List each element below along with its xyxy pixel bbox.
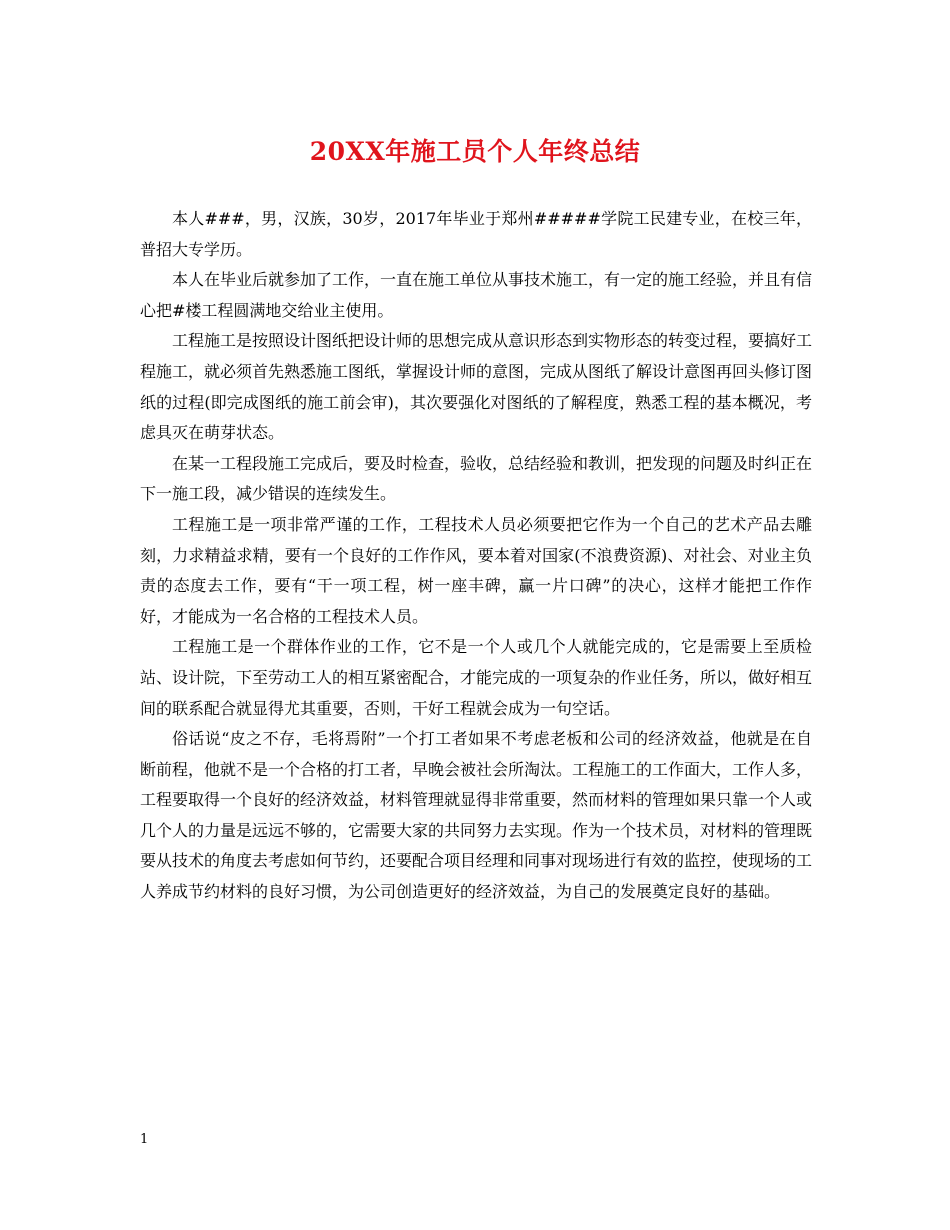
- paragraph-1: 本人###，男，汉族，30岁，2017年毕业于郑州#####学院工民建专业，在校三年，普招大专学历。: [140, 209, 812, 259]
- paragraph-5: 工程施工是一项非常严谨的工作，工程技术人员必须要把它作为一个自己的艺术产品去雕刻，力求精益求精，要有一个良好的工作作风，要本着对国家(不浪费资源)、对社会、对业主负责的态度去工作，要有“干一项工程，树一座丰碑，赢一片口碑”的决心，这样才能把工作作好，才能成为一名合格的工程技术人员。: [140, 514, 812, 626]
- paragraph-6: 工程施工是一个群体作业的工作，它不是一个人或几个人就能完成的，它是需要上至质检站、设计院，下至劳动工人的相互紧密配合，才能完成的一项复杂的作业任务，所以，做好相互间的联系配合就显得尤其重要，否则，干好工程就会成为一句空话。: [140, 637, 813, 718]
- paragraph-3: 工程施工是按照设计图纸把设计师的思想完成从意识形态到实物形态的转变过程，要搞好工程施工，就必须首先熟悉施工图纸，掌握设计师的意图，完成从图纸了解设计意图再回头修订图纸的过程(即完成图纸的施工前会审)，其次要强化对图纸的了解程度，熟悉工程的基本概况，考虑具灭在萌芽状态。: [140, 331, 813, 443]
- page-number: 1: [140, 1132, 149, 1147]
- paragraph-4: 在某一工程段施工完成后，要及时检查，验收，总结经验和教训，把发现的问题及时纠正在下一施工段，减少错误的连续发生。: [140, 453, 813, 504]
- paragraph-2: 本人在毕业后就参加了工作，一直在施工单位从事技术施工，有一定的施工经验，并且有信心把#楼工程圆满地交给业主使用。: [140, 270, 813, 320]
- paragraph-7: 俗话说“皮之不存，毛将焉附”一个打工者如果不考虑老板和公司的经济效益，他就是在自断前程，他就不是一个合格的打工者，早晚会被社会所淘汰。工程施工的工作面大，工作人多，工程要取得一个良好的经济效益，材料管理就显得非常重要，然而材料的管理如果只靠一个人或几个人的力量是远远不够的，它需要大家的共同努力去实现。作为一个技术员，对材料的管理既要从技术的角度去考虑如何节约，还要配合项目经理和同事对现场进行有效的监控，使现场的工人养成节约材料的良好习惯，为公司创造更好的经济效益，为自己的发展奠定良好的基础。: [140, 729, 813, 902]
- document-title: 20XX年施工员个人年终总结: [309, 137, 641, 166]
- document-body: [140, 204, 812, 908]
